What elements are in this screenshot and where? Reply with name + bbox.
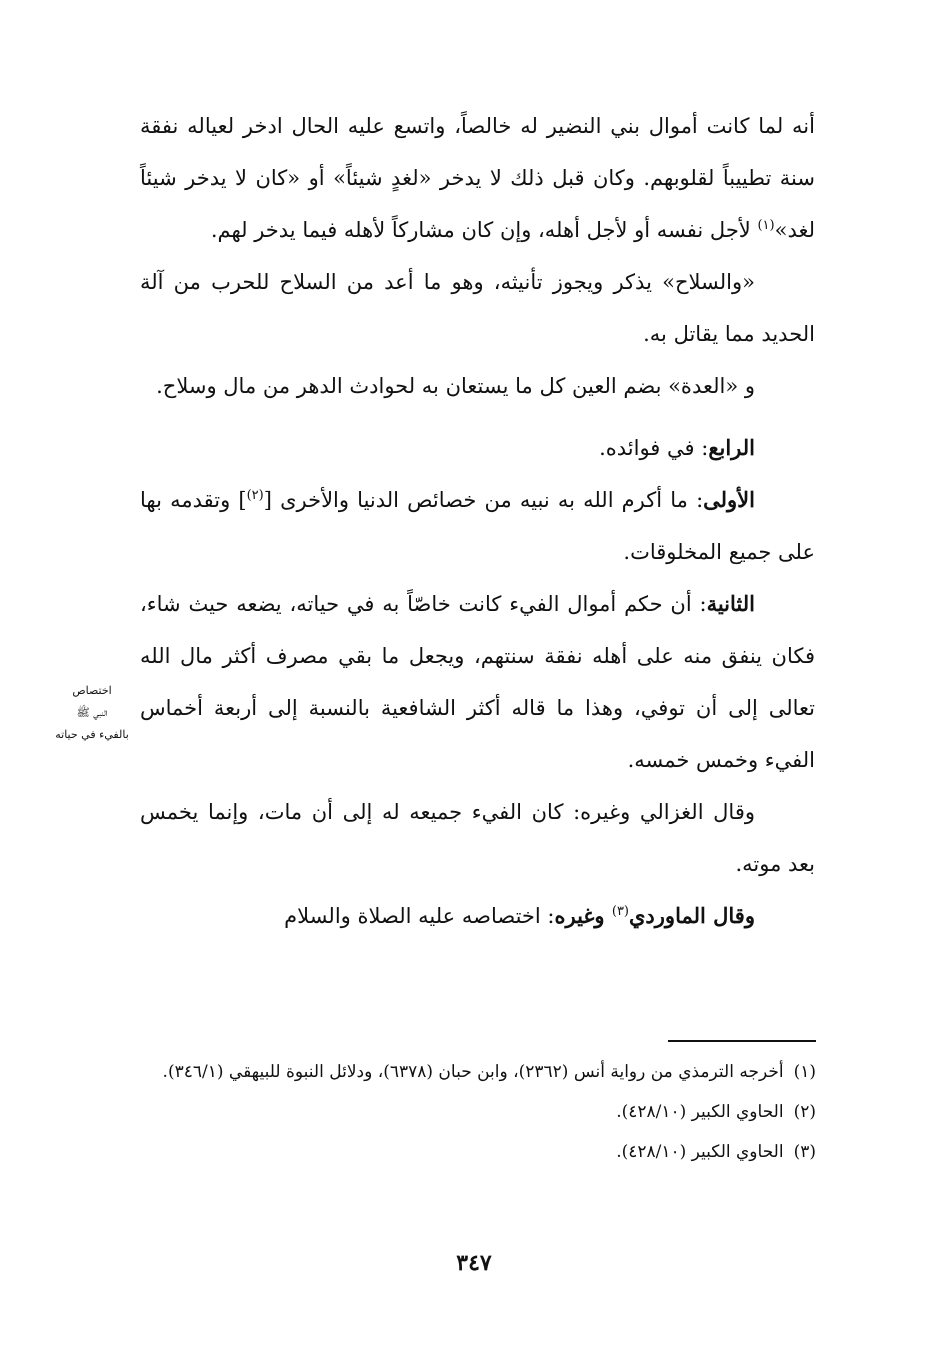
footnote-3 (140, 1132, 816, 1172)
footnote-1 (140, 1052, 816, 1092)
paragraph-5-text-cont: ] وتقدمه بها على جميع المخلوقات. (140, 488, 815, 564)
footnote-ref-3: (٣) (611, 904, 629, 919)
paragraph-6 (140, 578, 815, 786)
paragraph-8-lead-cont: وغيره (554, 903, 612, 928)
main-text-block (140, 100, 815, 942)
margin-note (48, 680, 136, 746)
footnote-number: (٣) (793, 1142, 816, 1162)
benefit-heading-first: الأولى (703, 487, 755, 512)
paragraph-1 (140, 100, 815, 256)
page-number: ٣٤٧ (456, 1250, 492, 1276)
paragraph-5 (140, 474, 815, 578)
paragraph-8 (140, 890, 815, 942)
paragraph-4-text: : في فوائده. (599, 436, 709, 460)
benefit-heading-second: الثانية (706, 591, 755, 616)
paragraph-4 (140, 422, 815, 474)
footnote-ref-2: (٢) (246, 488, 264, 503)
margin-note-line-2: النبي ﷺ (76, 706, 108, 719)
footnotes (140, 1052, 816, 1172)
footnote-ref-1: (١) (757, 218, 775, 233)
paragraph-1-text: أنه لما كانت أموال بني النضير له خالصاً، واتسع عليه الحال ادخر لعياله نفقة سنة تطييباً لقلوبهم. وكان قبل ذلك لا يدخر «لغدٍ شيئاً» أو «كان لا يدخر شيئاً لغد» (140, 114, 815, 242)
paragraph-8-text: : اختصاصه عليه الصلاة والسلام (284, 904, 555, 928)
footnote-divider (668, 1040, 816, 1042)
paragraph-6-text: : أن حكم أموال الفيء كانت خاصّاً به في حياته، يضعه حيث شاء، فكان ينفق منه على أهله نفقة سنتهم، ويجعل ما بقي مصرف أكثر مال الله تعالى إلى أن توفي، وهذا ما قاله أكثر الشافعية بالنسبة إلى أربعة أخماس الفيء وخمس خمسه. (140, 592, 815, 772)
paragraph-8-lead: وقال الماوردي (629, 903, 755, 928)
paragraph-3-text: و «العدة» بضم العين كل ما يستعان به لحوادث الدهر من مال وسلاح. (156, 374, 755, 398)
margin-note-line-1: اختصاص (72, 684, 112, 697)
footnote-2 (140, 1092, 816, 1132)
section-heading-fourth: الرابع (708, 435, 755, 460)
paragraph-7 (140, 786, 815, 890)
paragraph-2-text: «والسلاح» يذكر ويجوز تأنيثه، وهو ما أعد من السلاح للحرب من آلة الحديد مما يقاتل به. (140, 270, 815, 346)
margin-note-line-3: بالفيء في حياته (55, 728, 129, 741)
footnote-number: (٢) (793, 1102, 816, 1122)
footnote-text: الحاوي الكبير (٤٢٨/١٠). (616, 1102, 784, 1122)
paragraph-1-text-cont: لأجل نفسه أو لأجل أهله، وإن كان مشاركاً لأهله فيما يدخر لهم. (210, 218, 758, 242)
paragraph-3 (140, 360, 815, 412)
footnote-text: أخرجه الترمذي من رواية أنس (٢٣٦٢)، وابن حبان (٦٣٧٨)، ودلائل النبوة للبيهقي (٣٤٦/١). (162, 1062, 784, 1082)
paragraph-7-text: وقال الغزالي وغيره: كان الفيء جميعه له إلى أن مات، وإنما يخمس بعد موته. (140, 800, 815, 876)
footnote-number: (١) (793, 1062, 816, 1082)
paragraph-2 (140, 256, 815, 360)
paragraph-5-text: : ما أكرم الله به نبيه من خصائص الدنيا والأخرى [ (263, 488, 704, 512)
footnote-text: الحاوي الكبير (٤٢٨/١٠). (616, 1142, 784, 1162)
